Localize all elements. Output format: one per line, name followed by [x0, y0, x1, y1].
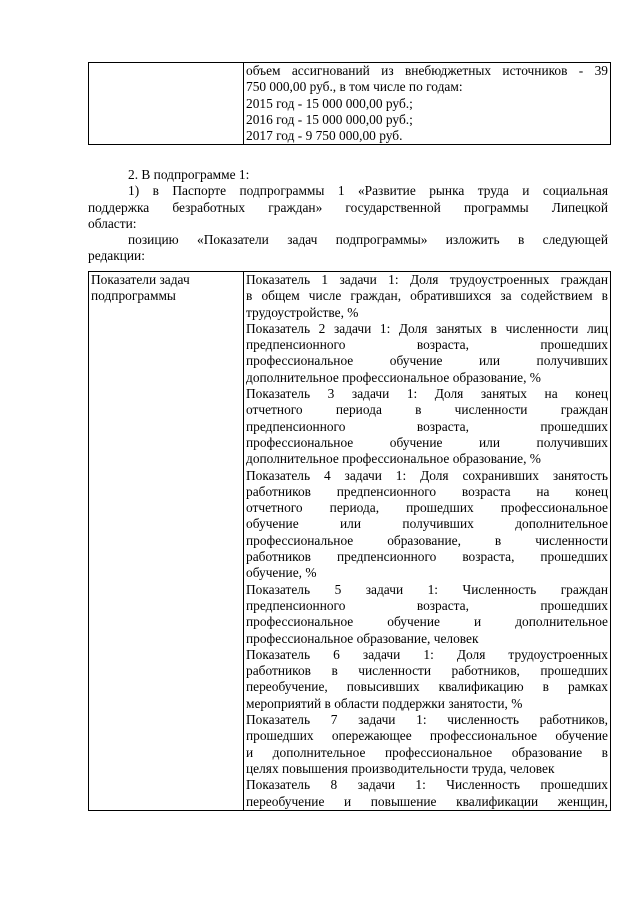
indicator-line: в общем числе граждан, обратившихся за содействием в — [246, 288, 608, 304]
budget-table — [88, 62, 611, 145]
indicator-line: переобучение и повышение квалификации женщин, — [246, 793, 608, 809]
table-cell-funding — [244, 63, 611, 145]
indicator-item — [246, 321, 608, 386]
indicator-item — [246, 468, 608, 582]
label-line: подпрограммы — [91, 288, 176, 304]
indicator-line: профессиональное образование, в численности — [246, 532, 608, 548]
indicator-line: обучение, % — [246, 565, 317, 581]
indicator-item — [246, 712, 608, 777]
indicator-line: профессиональное обучение и дополнительное — [246, 614, 608, 630]
table-row — [89, 63, 611, 145]
label-line: Показатели задач — [91, 272, 190, 287]
indicator-line: дополнительное профессиональное образование, % — [246, 369, 541, 385]
indicator-item — [246, 386, 608, 467]
indicator-line: профессиональное обучение или получивших — [246, 353, 608, 369]
indicator-line: Показатель 3 задачи 1: Доля занятых на конец — [246, 386, 608, 402]
funding-line: 2016 год - 15 000 000,00 руб.; — [246, 111, 413, 127]
indicator-line: Показатель 2 задачи 1: Доля занятых в численности лиц — [246, 320, 608, 336]
section-heading: 2. В подпрограмме 1: — [128, 167, 250, 182]
indicator-line: трудоустройстве, % — [246, 304, 359, 320]
indicator-line: работников в численности работников, прошедших — [246, 663, 608, 679]
paragraph-line: позицию «Показатели задач подпрограммы» изложить в следующей — [128, 232, 608, 248]
funding-line: 2015 год - 15 000 000,00 руб.; — [246, 95, 413, 111]
paragraph-line: области: — [88, 215, 137, 231]
paragraph-line: 1) в Паспорте подпрограммы 1 «Развитие рынка труда и социальная — [128, 183, 608, 199]
indicator-line: Показатель 4 задачи 1: Доля сохранивших занятость — [246, 467, 608, 483]
indicator-line: отчетного периода, прошедших профессиональное — [246, 500, 608, 516]
funding-line: 750 000,00 руб., в том числе по годам: — [246, 79, 463, 95]
indicator-line: обучение или получивших дополнительное — [246, 516, 608, 532]
table-row — [89, 272, 611, 811]
indicator-line: Показатель 6 задачи 1: Доля трудоустроенных — [246, 646, 608, 662]
table-cell-label — [89, 272, 244, 811]
indicator-line: профессиональное обучение или получивших — [246, 434, 608, 450]
indicators-table — [88, 271, 611, 811]
indicator-line: отчетного периода в численности граждан — [246, 402, 608, 418]
indicator-line: предпенсионного возраста, прошедших — [246, 597, 608, 613]
indicator-line: Показатель 8 задачи 1: Численность прошедших — [246, 777, 608, 793]
indicator-line: предпенсионного возраста, прошедших — [246, 337, 608, 353]
indicator-line: предпенсионного возраста, прошедших — [246, 418, 608, 434]
indicator-line: Показатель 1 задачи 1: Доля трудоустроенных граждан — [246, 272, 608, 287]
indicator-line: Показатель 7 задачи 1: численность работников, — [246, 712, 608, 728]
indicator-line: прошедших опережающее профессиональное обучение — [246, 728, 608, 744]
indicator-line: и дополнительное профессиональное образование в — [246, 744, 608, 760]
indicator-line: целях повышения производительности труда, человек — [246, 760, 555, 776]
indicator-line: дополнительное профессиональное образование, % — [246, 451, 541, 467]
body-text — [88, 167, 608, 265]
indicator-line: переобучение, повысивших квалификацию в рамках — [246, 679, 608, 695]
indicator-line: работников предпенсионного возраста на конец — [246, 483, 608, 499]
indicator-item — [246, 777, 608, 810]
indicator-line: мероприятий в области поддержки занятости, % — [246, 695, 523, 711]
funding-line: 2017 год - 9 750 000,00 руб. — [246, 128, 403, 144]
funding-line: объем ассигнований из внебюджетных источников - 39 — [246, 63, 608, 78]
indicator-line: профессиональное образование, человек — [246, 630, 479, 646]
table-cell-indicators — [244, 272, 611, 811]
indicator-item — [246, 582, 608, 647]
paragraph-line: поддержка безработных граждан» государственной программы Липецкой — [88, 199, 608, 215]
indicator-item — [246, 647, 608, 712]
indicator-line: Показатель 5 задачи 1: Численность граждан — [246, 581, 608, 597]
indicator-line: работников предпенсионного возраста, прошедших — [246, 549, 608, 565]
indicator-item — [246, 272, 608, 321]
paragraph-line: редакции: — [88, 248, 145, 264]
table-cell-label — [89, 63, 244, 145]
